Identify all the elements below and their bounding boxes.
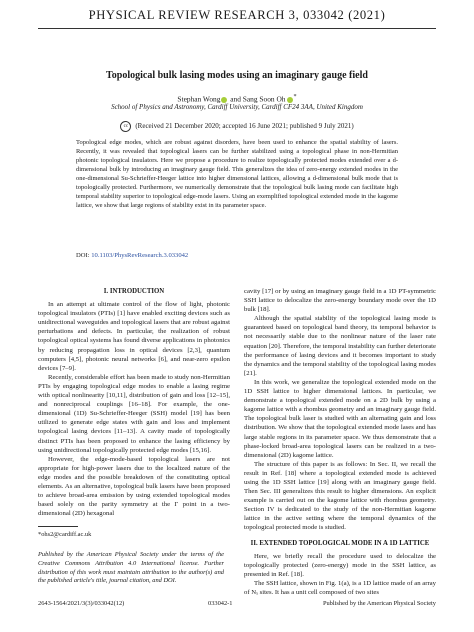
paragraph: Here, we briefly recall the procedure used to delocalize the topologically protected (zero-energy) mode in the SSH lattice, as presented in Ref. [18]. (244, 552, 436, 578)
journal-header: PHYSICAL REVIEW RESEARCH 3, 033042 (2021) (88, 8, 386, 22)
paragraph: The SSH lattice, shown in Fig. 1(a), is a 1D lattice made of an array of Nₓ sites. It has a unit cell composed of two sites (244, 579, 436, 596)
orcid-icon[interactable] (221, 97, 227, 103)
author-mark: * (293, 94, 297, 100)
doi-link[interactable]: 10.1103/PhysRevResearch.3.033042 (91, 252, 189, 259)
author-name: Sang Soon Oh (242, 94, 286, 104)
author-separator: and (228, 94, 243, 104)
footer-publisher: Published by the American Physical Society (322, 600, 436, 607)
left-column (38, 287, 230, 518)
paragraph: Although the spatial stability of the topological lasing mode is guaranteed based on topological band theory, its temporal behavior is not necessarily stable due to the nonlinear nature of the laser rate equation [20]. Therefore, the temporal instability can further deteriorate the performance of lasing devices and it becomes important to study the dynamics and the temporal stability of the topological lasing modes [21]. (244, 315, 436, 377)
section-heading: II. EXTENDED TOPOLOGICAL MODE IN A 1D LATTICE (250, 539, 430, 547)
header-rule (38, 28, 436, 29)
paragraph: Recently, considerable effort has been made to study non-Hermitian PTIs by engaging topological edge modes to enable a lasing regime with optical nonlinearity [10,11], distribution of gain and loss [12–15], and nonreciprocal couplings [16–18]. For example, the one-dimensional (1D) Su-Schrieffer-Heeger (SSH) model [19] has been utilized to generate edge states with gain and loss and implement topological lasing devices [11–13]. A cavity made of topologically distinct PTIs has been proposed to enhance the lasing efficiency by using unidirectional topologically protected edge modes [15,16]. (38, 373, 230, 454)
paragraph: cavity [17] or by using an imaginary gauge field in a 1D PT-symmetric SSH lattice to delocalize the zero-energy boundary mode over the 1D bulk [18]. (244, 288, 436, 314)
received-dates (38, 121, 436, 132)
orcid-icon[interactable] (287, 97, 293, 103)
doi-line (76, 252, 398, 259)
footer-page: 033042-1 (208, 600, 233, 607)
received-text: (Received 21 December 2020; accepted 16 June 2021; published 9 July 2021) (135, 122, 354, 131)
doi-label: DOI: (76, 252, 90, 259)
section-heading: I. INTRODUCTION (103, 288, 165, 295)
affiliation: School of Physics and Astronomy, Cardiff University, Cardiff CF24 3AA, United Kingdom (111, 103, 363, 111)
footer-issn: 2643-1564/2021/3(3)/033042(12) (38, 600, 125, 607)
abstract: Topological edge modes, which are robust against disorders, have been used to enhance the spatial stability of lasers. Recently, it was revealed that topological lasers can be further stabilized using a topological phase in non-Hermitian photonic topological insulators. Here we propose a procedure to realize topologically protected modes extended over a d-dimensional bulk by introducing an imaginary gauge field. This generalizes the idea of zero-energy extended modes in the one-dimensional Su-Schrieffer-Heeger lattice into higher dimensional lattices, allowing a d-dimensional bulk mode that is topologically protected. Furthermore, we numerically demonstrate that the topological bulk lasing mode can facilitate high temporal stability superior to topological edge-mode lasers. Using an exemplified topological extended mode in the kagome lattice, we show that large regions of stability exist in its parameter space. (76, 139, 398, 210)
footnote-email[interactable]: *ohs2@cardiff.ac.uk (38, 531, 92, 538)
paper-title: Topological bulk lasing modes using an imaginary gauge field (106, 70, 368, 81)
paragraph: In an attempt at ultimate control of the flow of light, photonic topological insulators (PTIs) [1] have enabled exciting devices such as unidirectional waveguides and topological lasers that are robust against perturbations and defects. In particular, the realization of robust topological optical systems has found diverse applications in photonics by reducing propagation loss in optical devices [2,3], quantum computers [4,5], photonic neural networks [6], and near-zero epsilon devices [7–9]. (38, 301, 230, 372)
paragraph: The structure of this paper is as follows: In Sec. II, we recall the result in Ref. [18] where a topological extended mode is achieved using the 1D SSH lattice [19] along with an imaginary gauge field. Then Sec. III generalizes this result to higher dimensions. An explicit example is carried out on the kagome lattice with rhombus geometry. Section IV is dedicated to the study of the non-Hermitian kagome lattice in the active setting where the temporal dynamics of the topological protected mode is studied. (244, 460, 436, 532)
cc-icon: cc (120, 121, 131, 132)
paragraph: In this work, we generalize the topological extended mode on the 1D SSH lattice to higher dimensional lattices. In particular, we demonstrate a topological extended mode on a 2D bulk by using a kagome lattice with a rhombus geometry and an imaginary gauge field. The topological bulk laser is studied with an alternating gain and loss distribution. We show that the topological extended mode lases and has large stable regions in its parameter space. We thus demonstrate that a phase-locked broad-area topological lasers can be realized in a two-dimensional (2D) kagome lattice. (244, 378, 436, 459)
license-text: Published by the American Physical Society under the terms of the Creative Commons Attribution 4.0 International license. Further distribution of this work must maintain attribution to the author(s) and the published article's title, journal citation, and DOI. (38, 551, 224, 585)
footnote-rule (38, 526, 78, 527)
right-column (244, 287, 436, 597)
author-name: Stephan Wong (177, 94, 221, 104)
paragraph: However, the edge-mode-based topological lasers are not appropriate for high-power lasers due to the localized nature of the edge modes and the possible breakdown of the constituting optical elements. As an alternative, topological bulk lasers have been proposed to achieve broad-area emission by using extended topological modes based solely on the parity symmetry at the Γ point in a two-dimensional (2D) hexagonal (38, 455, 230, 518)
